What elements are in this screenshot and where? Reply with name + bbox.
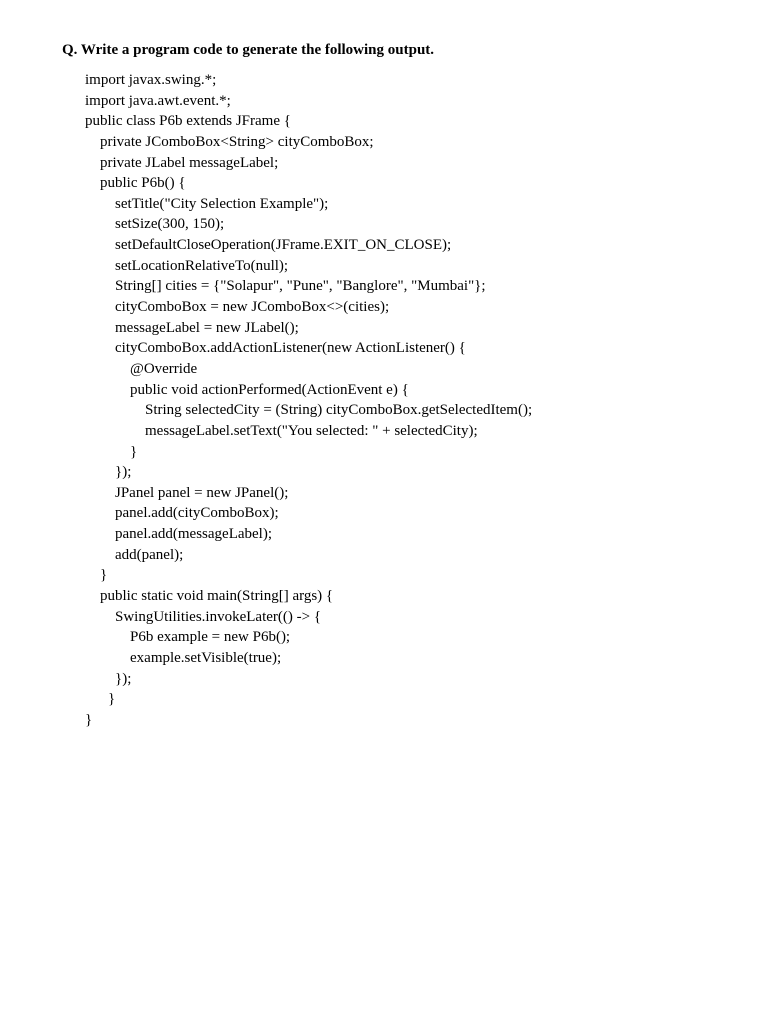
code-line: panel.add(cityComboBox);: [115, 505, 279, 522]
code-line: import java.awt.event.*;: [85, 92, 231, 109]
code-line: messageLabel.setText("You selected: " + selectedCity);: [145, 422, 478, 439]
code-line: }: [85, 711, 93, 728]
code-line: public static void main(String[] args) {: [100, 588, 334, 605]
code-line: }: [108, 691, 116, 708]
code-line: public P6b() {: [100, 175, 186, 192]
code-line: import javax.swing.*;: [85, 72, 217, 88]
code-line: String[] cities = {"Solapur", "Pune", "Banglore", "Mumbai"};: [115, 278, 486, 295]
code-line: cityComboBox = new JComboBox<>(cities);: [115, 299, 390, 316]
code-line: }: [100, 567, 108, 584]
code-line: messageLabel = new JLabel();: [115, 319, 299, 336]
code-line: });: [115, 670, 132, 687]
code-line: SwingUtilities.invokeLater(() -> {: [115, 608, 322, 625]
code-line: panel.add(messageLabel);: [115, 526, 273, 543]
code-line: setSize(300, 150);: [115, 216, 225, 233]
code-line: }: [130, 443, 138, 460]
code-line: String selectedCity = (String) cityComboBox.getSelectedItem();: [145, 402, 533, 419]
code-line: });: [115, 464, 132, 481]
code-line: setDefaultCloseOperation(JFrame.EXIT_ON_CLOSE);: [115, 237, 452, 254]
code-line: example.setVisible(true);: [130, 649, 282, 666]
code-line: cityComboBox.addActionListener(new ActionListener() {: [115, 340, 466, 357]
code-block: [85, 70, 532, 731]
code-line: public class P6b extends JFrame {: [85, 113, 291, 130]
code-line: JPanel panel = new JPanel();: [115, 484, 289, 501]
code-line: P6b example = new P6b();: [130, 629, 291, 646]
code-line: add(panel);: [115, 546, 184, 563]
code-line: @Override: [130, 360, 198, 377]
code-line: setTitle("City Selection Example");: [115, 195, 329, 212]
code-line: private JComboBox<String> cityComboBox;: [100, 133, 374, 150]
code-line: private JLabel messageLabel;: [100, 154, 279, 171]
code-line: public void actionPerformed(ActionEvent e) {: [130, 381, 409, 398]
question-heading: Q. Write a program code to generate the following output.: [62, 42, 435, 58]
code-line: setLocationRelativeTo(null);: [115, 257, 289, 274]
